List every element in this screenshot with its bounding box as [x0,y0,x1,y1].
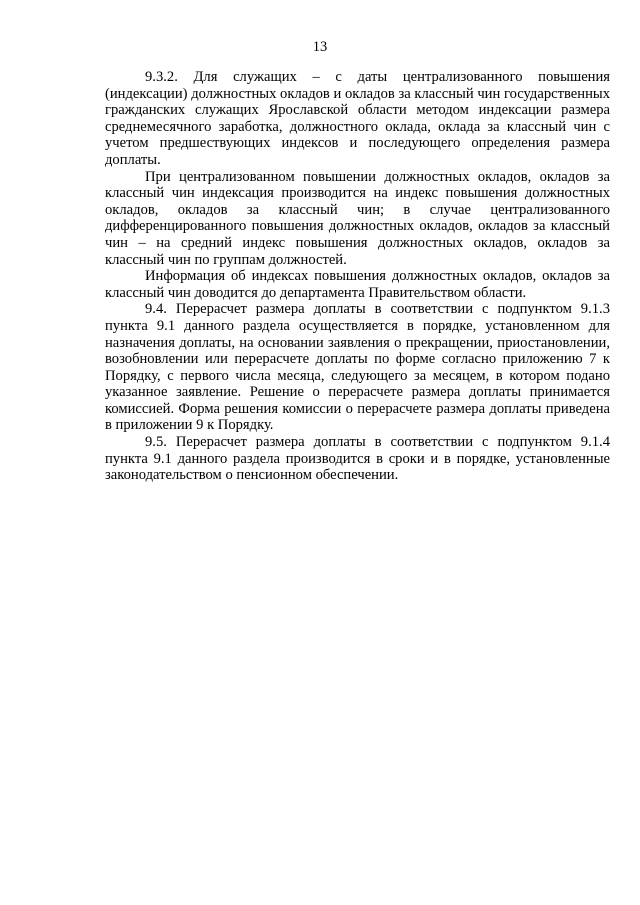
paragraph-9-3-2: 9.3.2. Для служащих – с даты централизованного повышения (индексации) должностных окладов и окладов за классный чин государственных гражданских служащих Ярославской области методом индексации размера среднемесячного заработка, должностного оклада, оклада за классный чин с учетом предшествующих индексов и последующего определения размера доплаты. [105,69,610,168]
document-body [105,69,610,484]
paragraph-9-4: 9.4. Перерасчет размера доплаты в соответствии с подпунктом 9.1.3 пункта 9.1 данного раздела осуществляется в порядке, установленном для назначения доплаты, на основании заявления о прекращении, приостановлении, возобновлении или перерасчете доплаты по форме согласно приложению 7 к Порядку, с первого числа месяца, следующего за месяцем, в котором подано указанное заявление. Решение о перерасчете размера доплаты принимается комиссией. Форма решения комиссии о перерасчете размера доплаты приведена в приложении 9 к Порядку. [105,301,610,434]
paragraph-index-information: Информация об индексах повышения должностных окладов, окладов за классный чин доводится до департамента Правительством области. [105,268,610,301]
page-number: 13 [312,39,328,55]
paragraph-9-5: 9.5. Перерасчет размера доплаты в соответствии с подпунктом 9.1.4 пункта 9.1 данного раздела производится в сроки и в порядке, установленные законодательством о пенсионном обеспечении. [105,434,610,484]
paragraph-indexation-method: При централизованном повышении должностных окладов, окладов за классный чин индексация производится на индекс повышения должностных окладов, окладов за классный чин; в случае централизованного дифференцированного повышения должностных окладов, окладов за классный чин – на средний индекс повышения должностных окладов, окладов за классный чин по группам должностей. [105,168,610,268]
